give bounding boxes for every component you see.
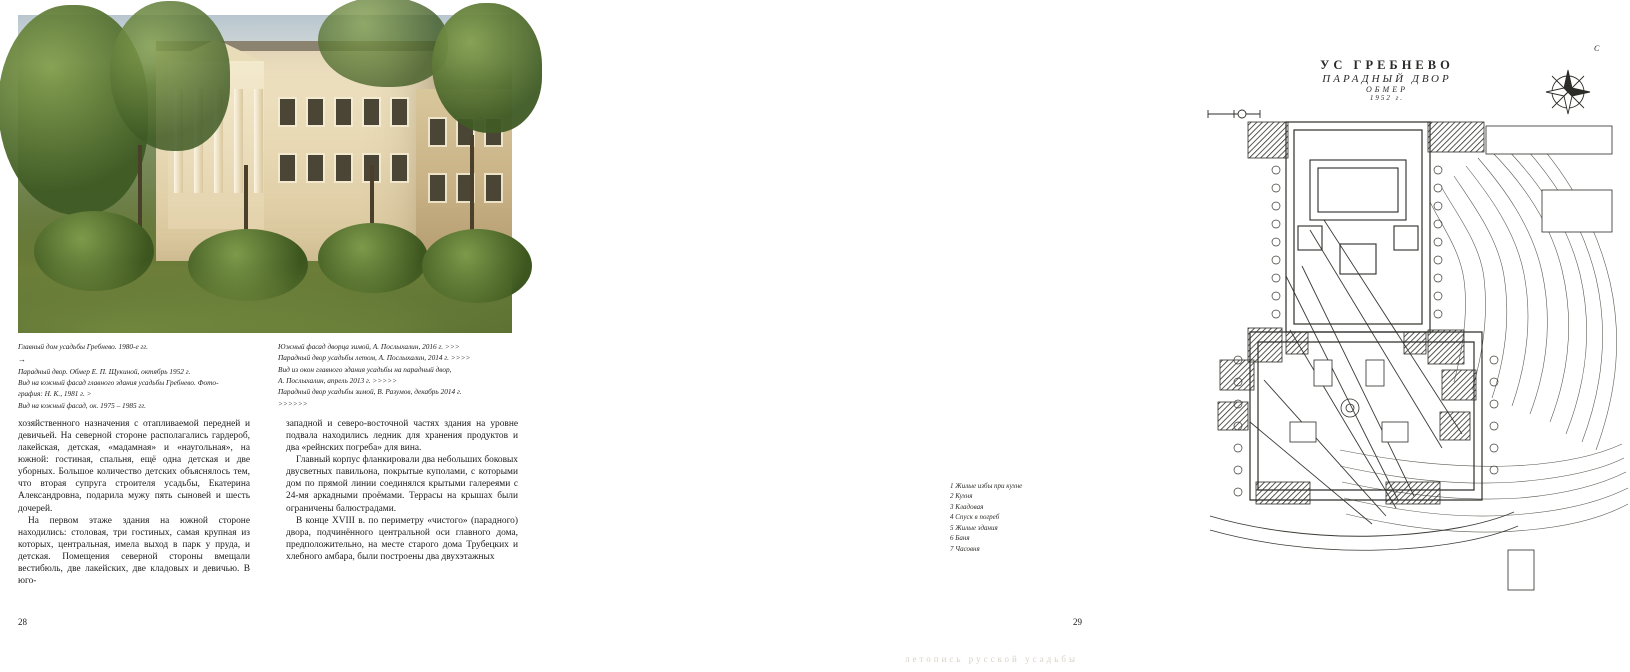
window [308, 155, 323, 181]
legend-item: 5 Жилые здания [950, 523, 998, 532]
paragraph: хозяйственного назначения с отапливаемой передней и девичьей. На северной стороне располагались гардероб, лакейская, детская, «мадамная» и «наугольная», на южной: гостиная, спальня, ещё одна детская и две уборных. Большое количество детских объяснялось тем, что вторая супруга строителя усадьбы, Екатерина Александровна, подарила мужу пять сыновей и шесть дочерей. [18, 419, 250, 514]
paragraph: На первом этаже здания на южной стороне находились: столовая, три гостиных, самая крупная из которых, центральная, имела выход в парк у пруда, и детская. Помещения северной стороны вмещали вестибюль, две лакейских, две кладовых и девичью. В юго- [18, 515, 250, 587]
window [308, 99, 323, 125]
plan-title-line2: ПАРАДНЫЙ ДВОР [1322, 73, 1452, 85]
window [430, 119, 445, 145]
caption-arrow: → [18, 355, 26, 365]
paragraph: западной и северо-восточной частях здания на уровне подвала находились ледник для хранения продуктов и два «рейнских погреба» для вина. [286, 419, 518, 454]
compass-north-label: С [1594, 44, 1600, 53]
plan-legend [950, 481, 1082, 555]
caption-text: графия: Н. К., 1981 г. > [18, 389, 92, 399]
caption-text: Южный фасад дворца зимой, А. Послыхалин, 2016 г. >>> [278, 342, 460, 351]
window [336, 99, 351, 125]
caption-text: Парадный двор усадьбы летом, А. Послыхалин, 2014 г. >>>> [278, 353, 471, 363]
legend-item: 3 Кладовая [950, 502, 984, 511]
photo-captions [18, 342, 518, 412]
tree [110, 1, 230, 151]
window [280, 99, 295, 125]
caption-text: А. Послыхалин, апрель 2013 г. >>>>> [278, 376, 398, 386]
photo-image [18, 15, 512, 333]
plan-insets [1486, 126, 1612, 232]
paragraph: Главный корпус фланкировали два небольших боковых двусветных павильона, покрытые куполами, с которыми дом по прямой линии соединялся крытыми галереями с 24-мя аркадными проёмами. Террасы на крышах были ограничены балюстрадами. [286, 455, 518, 514]
column [234, 89, 243, 193]
estate-plan-drawing [1190, 30, 1630, 610]
caption-text: >>>>>> [278, 398, 308, 408]
window [336, 155, 351, 181]
body-column-right [286, 418, 518, 563]
captions-left-column [18, 342, 250, 412]
plan-title [1272, 58, 1502, 102]
courtyard-structures [1290, 360, 1534, 590]
legend-item: 1 Жилые избы при кухне [950, 481, 1023, 490]
left-page [0, 0, 550, 672]
plan-title-line4: 1952 г. [1369, 94, 1405, 102]
legend-item: 2 Кухня [950, 492, 973, 500]
body-text [18, 418, 518, 587]
page-number-right: 29 [1073, 617, 1082, 627]
manor-house-photo [18, 15, 512, 333]
window [392, 155, 407, 181]
plan-svg [1190, 30, 1630, 610]
caption-text: Парадный двор. Обмер Е. П. Щукиной, октябрь 1952 г. [18, 366, 191, 376]
caption-text: Вид на южный фасад, ок. 1975 – 1985 гг. [18, 400, 146, 410]
legend-item: 7 Часовня [950, 544, 980, 553]
legend-item: 4 Спуск в погреб [950, 513, 1000, 521]
main-house [1298, 160, 1418, 274]
captions-right-column [278, 342, 510, 410]
column [254, 89, 263, 193]
window [430, 175, 445, 201]
caption-text: Вид из окон главного здания усадьбы на парадный двор, [278, 364, 452, 374]
lawn [18, 247, 512, 333]
window [392, 99, 407, 125]
page-number-left: 28 [18, 617, 27, 627]
tree [432, 3, 542, 133]
legend-item: 6 Баня [950, 534, 970, 542]
paragraph: В конце XVIII в. по периметру «чистого» (парадного) двора, подчинённого центральной оси главного дома, предположительно, на месте старого дома Трубецких и хлебного амбара, были построены два двухэтажных [286, 515, 518, 562]
window [486, 175, 501, 201]
plan-title-line3: ОБМЕР [1366, 85, 1408, 94]
plan-title-line1: УС ГРЕБНЕВО [1320, 58, 1454, 72]
watermark: летопись русской усадьбы [904, 654, 1078, 664]
body-column-left [18, 418, 250, 587]
caption-text: Главный дом усадьбы Гребнево. 1980-е гг. [18, 342, 148, 351]
scale-bar [1208, 110, 1260, 118]
caption-text: Парадный двор усадьбы зимой, В. Разумов, декабрь 2014 г. [278, 387, 462, 397]
right-page [550, 0, 1600, 672]
window [280, 155, 295, 181]
compass-rose [1546, 70, 1590, 114]
window [364, 99, 379, 125]
caption-text: Вид на южный фасад главного здания усадьбы Гребнево. Фото- [18, 378, 219, 388]
